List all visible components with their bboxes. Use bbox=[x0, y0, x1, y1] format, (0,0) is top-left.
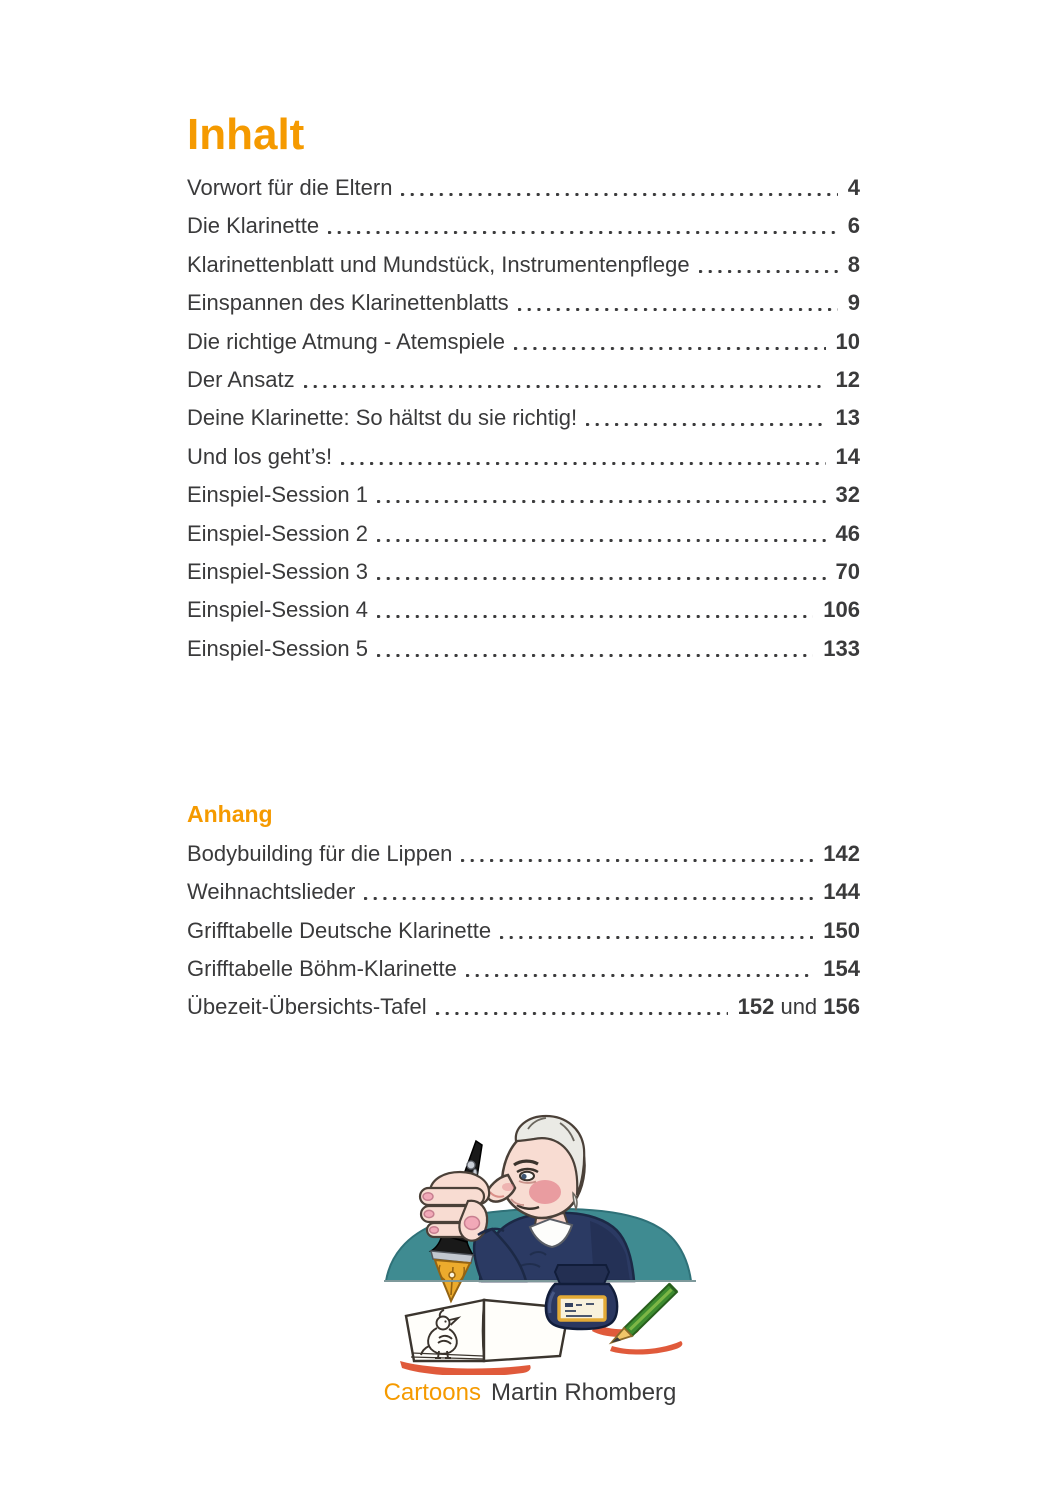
toc-entry-label: Einspannen des Klarinettenblatts bbox=[187, 290, 509, 316]
dot-leader bbox=[377, 515, 826, 553]
toc-entry-label: Bodybuilding für die Lippen bbox=[187, 840, 453, 866]
page-number: 152 bbox=[737, 994, 775, 1020]
toc-entry-page bbox=[836, 553, 860, 591]
anhang-heading: Anhang bbox=[187, 801, 273, 828]
toc-entry bbox=[187, 438, 860, 476]
toc-entry-label: Grifftabelle Böhm-Klarinette bbox=[187, 955, 457, 981]
toc-entry-page bbox=[836, 476, 860, 514]
toc-entry-label: Grifftabelle Deutsche Klarinette bbox=[187, 917, 492, 943]
toc-entry bbox=[187, 323, 860, 361]
toc-entry-page bbox=[836, 361, 860, 399]
toc-entry bbox=[187, 284, 860, 322]
toc-entry-page bbox=[823, 873, 860, 911]
illustration-caption bbox=[0, 1378, 1060, 1408]
page-number: 144 bbox=[823, 879, 860, 905]
toc-entry bbox=[187, 591, 860, 629]
toc-entry bbox=[187, 553, 860, 591]
dot-leader bbox=[401, 169, 837, 207]
sketchbook bbox=[400, 1300, 569, 1375]
toc-entry bbox=[187, 988, 860, 1026]
page-number: 13 bbox=[835, 405, 860, 431]
page-number: 14 bbox=[835, 443, 860, 469]
page-number: 8 bbox=[847, 251, 860, 277]
toc-entry-page bbox=[823, 591, 860, 629]
page-number: 32 bbox=[835, 482, 860, 508]
page-number: 133 bbox=[823, 635, 860, 661]
dot-leader bbox=[500, 912, 813, 950]
toc-entry-label: Deine Klarinette: So hältst du sie richtig! bbox=[187, 405, 578, 431]
toc-entry-page bbox=[738, 988, 860, 1026]
dot-leader bbox=[461, 835, 813, 873]
toc-entry bbox=[187, 169, 860, 207]
toc-entry-label: Vorwort für die Eltern bbox=[187, 175, 393, 200]
page-title: Inhalt bbox=[187, 110, 305, 159]
dot-leader bbox=[699, 246, 838, 284]
toc-entry bbox=[187, 950, 860, 988]
toc-list bbox=[187, 169, 860, 668]
toc-entry-page bbox=[823, 912, 860, 950]
toc-entry-label: Weihnachtslieder bbox=[187, 879, 356, 905]
page-number: 156 bbox=[823, 994, 860, 1020]
toc-entry bbox=[187, 630, 860, 668]
toc-entry-label: Übezeit-Übersichts-Tafel bbox=[187, 994, 427, 1020]
dot-leader bbox=[514, 323, 826, 361]
toc-entry-page bbox=[836, 438, 860, 476]
page-number: 46 bbox=[835, 520, 860, 546]
dot-leader bbox=[328, 207, 838, 245]
toc-entry-label: Und los geht’s! bbox=[187, 443, 333, 469]
toc-entry-page bbox=[848, 284, 860, 322]
dot-leader bbox=[377, 553, 826, 591]
toc-entry bbox=[187, 835, 860, 873]
toc-entry-label: Der Ansatz bbox=[187, 367, 295, 393]
caption-author: Martin Rhomberg bbox=[490, 1379, 677, 1406]
pencil bbox=[610, 1284, 682, 1355]
caption-label: Cartoons bbox=[383, 1379, 481, 1406]
toc-entry-page bbox=[823, 835, 860, 873]
toc-entry-label: Klarinettenblatt und Mundstück, Instrumentenpflege bbox=[187, 251, 690, 277]
toc-entry-page bbox=[836, 399, 860, 437]
page-number: 12 bbox=[835, 367, 860, 393]
toc-entry bbox=[187, 476, 860, 514]
toc-entry bbox=[187, 361, 860, 399]
page-number: 10 bbox=[835, 328, 860, 354]
toc-entry-label: Einspiel-Session 1 bbox=[187, 482, 368, 508]
toc-entry bbox=[187, 207, 860, 245]
toc-entry-label: Einspiel-Session 3 bbox=[187, 559, 368, 585]
dot-leader bbox=[518, 284, 838, 322]
dot-leader bbox=[341, 438, 825, 476]
toc-entry bbox=[187, 399, 860, 437]
page-number: 142 bbox=[823, 840, 860, 866]
table-of-contents bbox=[187, 104, 860, 1027]
dot-leader bbox=[304, 361, 826, 399]
toc-entry-page bbox=[836, 323, 860, 361]
hand bbox=[420, 1172, 504, 1241]
toc-entry bbox=[187, 515, 860, 553]
dot-leader bbox=[377, 476, 826, 514]
dot-leader bbox=[466, 950, 813, 988]
page-number: 154 bbox=[823, 955, 860, 981]
toc-entry-page bbox=[848, 169, 860, 207]
toc-entry-page bbox=[836, 515, 860, 553]
dot-leader bbox=[364, 873, 813, 911]
toc-entry bbox=[187, 873, 860, 911]
dot-leader bbox=[377, 591, 813, 629]
toc-entry bbox=[187, 246, 860, 284]
dot-leader bbox=[586, 399, 825, 437]
page-number: 4 bbox=[847, 175, 860, 200]
toc-entry bbox=[187, 912, 860, 950]
page-number: 6 bbox=[847, 213, 860, 239]
toc-entry-label: Die Klarinette bbox=[187, 213, 320, 239]
cartoonist-illustration bbox=[380, 1095, 700, 1375]
anhang-list bbox=[187, 835, 860, 1027]
toc-entry-label: Die richtige Atmung - Atemspiele bbox=[187, 328, 505, 354]
page-number: 106 bbox=[823, 597, 860, 623]
page-number: 150 bbox=[823, 917, 860, 943]
dot-leader bbox=[377, 630, 813, 668]
cartoonist-figure bbox=[474, 1116, 634, 1281]
page-number: 70 bbox=[835, 559, 860, 585]
toc-entry-label: Einspiel-Session 4 bbox=[187, 597, 368, 623]
page-number-connector: und bbox=[774, 994, 824, 1020]
toc-entry-page bbox=[848, 207, 860, 245]
page-number: 9 bbox=[847, 290, 860, 316]
toc-entry-page bbox=[823, 950, 860, 988]
dot-leader bbox=[436, 988, 728, 1026]
toc-entry-page bbox=[823, 630, 860, 668]
toc-entry-label: Einspiel-Session 5 bbox=[187, 635, 368, 661]
toc-entry-page bbox=[848, 246, 860, 284]
toc-entry-label: Einspiel-Session 2 bbox=[187, 520, 368, 546]
